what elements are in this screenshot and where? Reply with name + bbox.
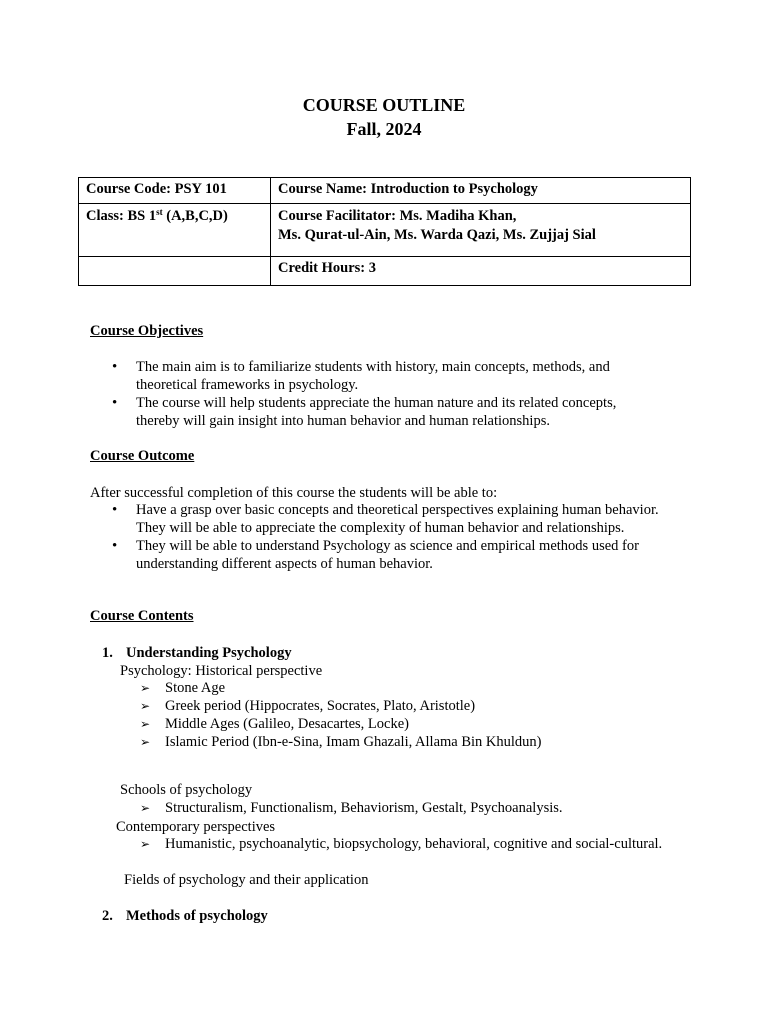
schools-label: Schools of psychology <box>120 782 253 798</box>
outcome-list <box>90 501 670 573</box>
list-item: • The course will help students appreciate the human nature and its related concepts, thereby will gain insight into human behavior and human relationships. <box>90 394 650 430</box>
table-row <box>79 204 691 257</box>
list-item: ➢ Structuralism, Functionalism, Behaviorism, Gestalt, Psychoanalysis. <box>140 799 668 817</box>
list-item: • They will be able to understand Psychology as science and empirical methods used for understanding different aspects of human behavior. <box>90 537 670 573</box>
class-cell <box>79 204 271 257</box>
list-item: ➢ Islamic Period (Ibn-e-Sina, Imam Ghazali, Allama Bin Khuldun) <box>140 733 668 751</box>
section-1-title: Understanding Psychology <box>126 645 292 661</box>
facilitator-cell <box>271 204 691 257</box>
list-item: • The main aim is to familiarize students with history, main concepts, methods, and theoretical frameworks in psychology. <box>90 358 650 394</box>
credit-hours-cell: Credit Hours: 3 <box>271 257 691 286</box>
section-2-heading <box>102 907 268 925</box>
course-objectives-heading: Course Objectives <box>90 323 204 339</box>
objectives-list <box>90 358 650 430</box>
list-item: • Have a grasp over basic concepts and theoretical perspectives explaining human behavior. They will be able to appreciate the complexity of human behavior and relationships. <box>90 501 670 537</box>
schools-list <box>140 799 668 817</box>
class-prefix: Class: BS 1 <box>86 208 157 224</box>
table-row <box>79 178 691 204</box>
section-1-number: 1. <box>102 645 113 661</box>
empty-cell <box>79 257 271 286</box>
list-item: ➢ Stone Age <box>140 679 668 697</box>
section-1-heading <box>102 644 292 662</box>
course-code-cell: Course Code: PSY 101 <box>79 178 271 204</box>
document-title: COURSE OUTLINE <box>302 95 466 115</box>
list-item: ➢ Humanistic, psychoanalytic, biopsychology, behavioral, cognitive and social-cultural. <box>140 835 668 853</box>
list-item: ➢ Greek period (Hippocrates, Socrates, Plato, Aristotle) <box>140 697 668 715</box>
class-suffix: (A,B,C,D) <box>162 208 228 224</box>
class-superscript: st <box>156 207 163 217</box>
contemporary-list <box>140 835 668 853</box>
course-name-cell: Course Name: Introduction to Psychology <box>271 178 691 204</box>
fields-label: Fields of psychology and their application <box>124 872 369 888</box>
facilitator-line-2: Ms. Qurat-ul-Ain, Ms. Warda Qazi, Ms. Zujjaj Sial <box>278 227 596 243</box>
table-row <box>79 257 691 286</box>
document-term: Fall, 2024 <box>346 119 422 139</box>
outcome-intro: After successful completion of this course the students will be able to: <box>90 485 498 501</box>
course-info-table <box>78 177 691 286</box>
list-item: ➢ Middle Ages (Galileo, Desacartes, Locke) <box>140 715 668 733</box>
course-contents-heading: Course Contents <box>90 608 194 624</box>
contemporary-label: Contemporary perspectives <box>116 819 276 835</box>
historical-list <box>140 679 668 751</box>
facilitator-line-1: Course Facilitator: Ms. Madiha Khan, <box>278 208 517 224</box>
section-2-number: 2. <box>102 908 113 924</box>
historical-perspective-label: Psychology: Historical perspective <box>120 663 323 679</box>
course-outcome-heading: Course Outcome <box>90 448 195 464</box>
section-2-title: Methods of psychology <box>126 908 268 924</box>
